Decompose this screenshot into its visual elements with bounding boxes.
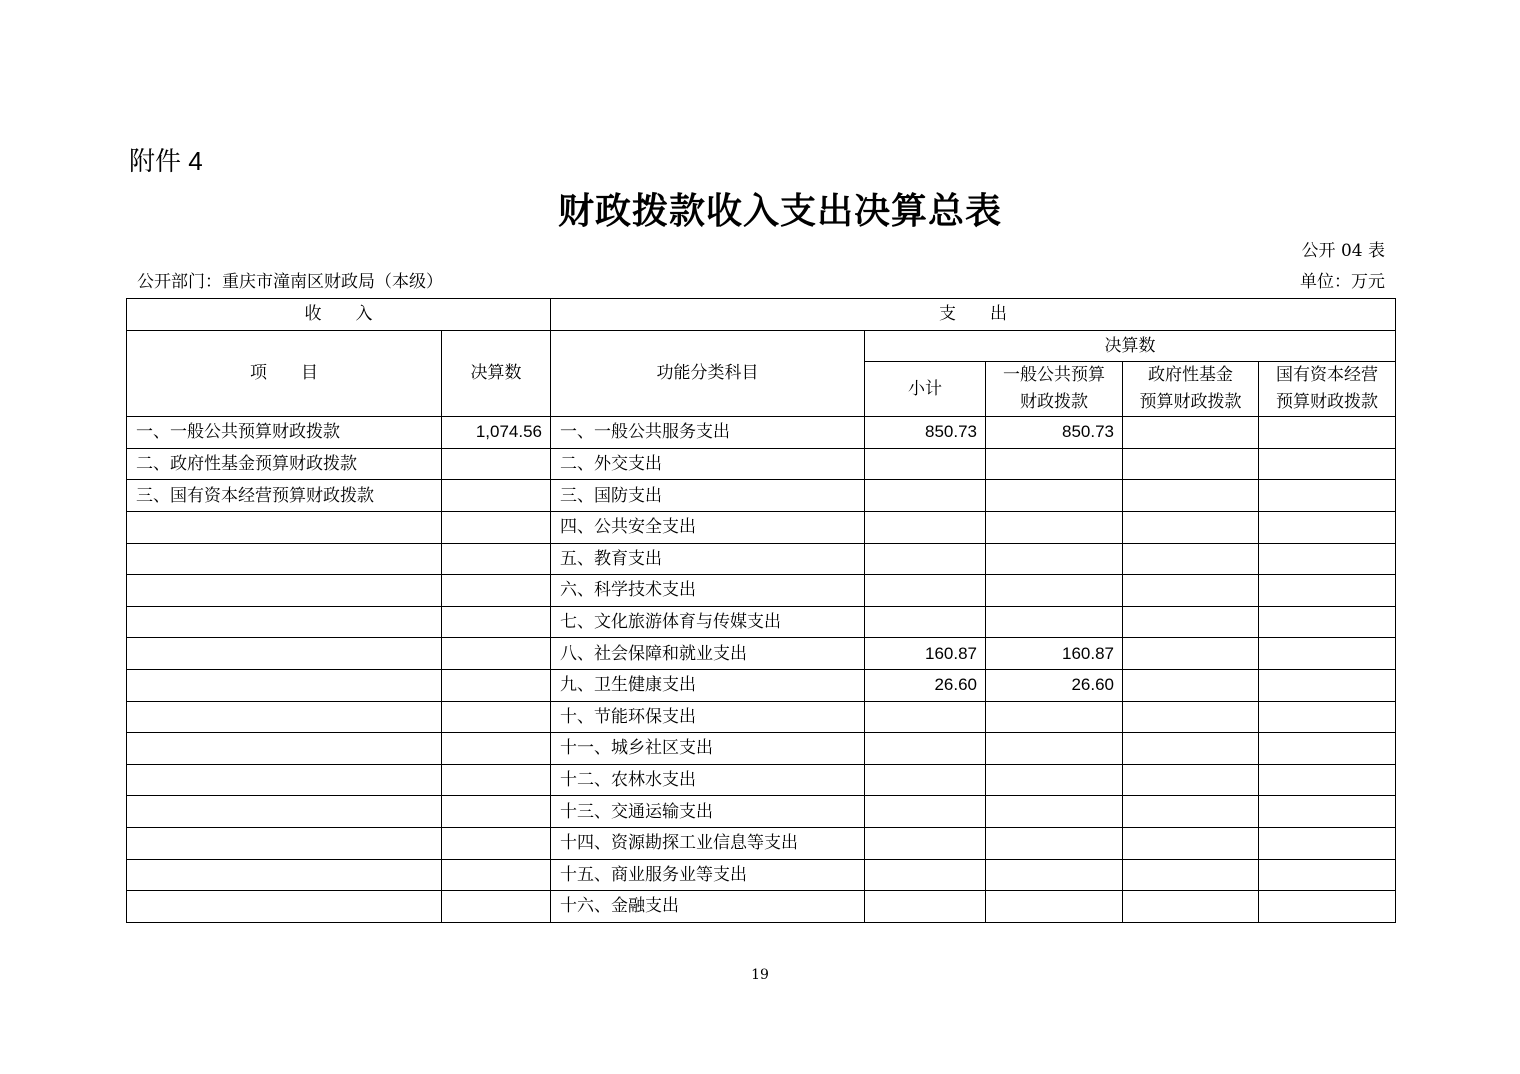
table-row — [127, 448, 1396, 480]
state-capital-cell — [1259, 827, 1396, 859]
subtotal-cell — [865, 448, 986, 480]
function-item-cell: 六、科学技术支出 — [551, 575, 865, 607]
form-code: 公开 04 表 — [1301, 241, 1385, 261]
table-row — [127, 669, 1396, 701]
column-header-amount: 决算数 — [442, 330, 551, 417]
gov-fund-cell — [1123, 606, 1259, 638]
subtotal-cell — [865, 859, 986, 891]
gov-fund-cell — [1123, 417, 1259, 449]
subtotal-cell — [865, 575, 986, 607]
subtotal-cell — [865, 543, 986, 575]
state-capital-cell — [1259, 638, 1396, 670]
gov-fund-cell — [1123, 796, 1259, 828]
general-budget-cell — [986, 891, 1123, 923]
subtotal-cell — [865, 701, 986, 733]
income-header: 收 入 — [127, 299, 551, 331]
state-capital-cell — [1259, 511, 1396, 543]
function-item-cell: 十六、金融支出 — [551, 891, 865, 923]
gov-fund-cell — [1123, 859, 1259, 891]
subtotal-cell — [865, 827, 986, 859]
state-capital-cell — [1259, 417, 1396, 449]
general-budget-cell: 160.87 — [986, 638, 1123, 670]
function-item-cell: 三、国防支出 — [551, 480, 865, 512]
table-row — [127, 701, 1396, 733]
function-item-cell: 十三、交通运输支出 — [551, 796, 865, 828]
gov-fund-line-1: 政府性基金 — [1148, 365, 1233, 386]
general-budget-line-2: 财政拨款 — [1020, 392, 1088, 413]
income-item-cell — [127, 859, 442, 891]
column-header-final: 决算数 — [865, 330, 1396, 362]
function-item-cell: 十、节能环保支出 — [551, 701, 865, 733]
function-item-cell: 十四、资源勘探工业信息等支出 — [551, 827, 865, 859]
state-capital-cell — [1259, 859, 1396, 891]
subtotal-cell — [865, 480, 986, 512]
function-item-cell: 四、公共安全支出 — [551, 511, 865, 543]
expense-header: 支 出 — [551, 299, 1396, 331]
subtotal-cell — [865, 796, 986, 828]
column-header-general-budget — [986, 362, 1123, 417]
table-row — [127, 859, 1396, 891]
income-item-cell — [127, 606, 442, 638]
income-item-cell — [127, 669, 442, 701]
general-budget-cell — [986, 796, 1123, 828]
income-item-cell — [127, 733, 442, 765]
general-budget-line-1: 一般公共预算 — [1003, 365, 1105, 386]
page-number: 19 — [751, 967, 769, 983]
department-label: 公开部门：重庆市潼南区财政局（本级） — [137, 272, 443, 292]
function-item-cell: 八、社会保障和就业支出 — [551, 638, 865, 670]
income-amount-cell — [442, 827, 551, 859]
gov-fund-cell — [1123, 701, 1259, 733]
function-item-cell: 十一、城乡社区支出 — [551, 733, 865, 765]
income-amount-cell: 1,074.56 — [442, 417, 551, 449]
fiscal-summary-table — [126, 298, 1396, 923]
gov-fund-cell — [1123, 733, 1259, 765]
state-capital-cell — [1259, 669, 1396, 701]
page-title: 财政拨款收入支出决算总表 — [557, 190, 1002, 232]
general-budget-cell — [986, 575, 1123, 607]
function-item-cell: 十五、商业服务业等支出 — [551, 859, 865, 891]
general-budget-cell — [986, 543, 1123, 575]
subtotal-cell — [865, 606, 986, 638]
income-item-cell — [127, 543, 442, 575]
general-budget-cell — [986, 701, 1123, 733]
income-amount-cell — [442, 575, 551, 607]
column-header-function: 功能分类科目 — [551, 330, 865, 417]
column-header-item: 项 目 — [127, 330, 442, 417]
income-item-cell — [127, 764, 442, 796]
function-item-cell: 一、一般公共服务支出 — [551, 417, 865, 449]
income-amount-cell — [442, 543, 551, 575]
column-header-gov-fund — [1123, 362, 1259, 417]
income-amount-cell — [442, 606, 551, 638]
income-item-cell: 三、国有资本经营预算财政拨款 — [127, 480, 442, 512]
table-row — [127, 606, 1396, 638]
attachment-label: 附件 4 — [129, 146, 203, 176]
column-header-state-capital — [1259, 362, 1396, 417]
state-capital-cell — [1259, 575, 1396, 607]
table-row — [127, 827, 1396, 859]
income-item-cell — [127, 511, 442, 543]
gov-fund-cell — [1123, 543, 1259, 575]
subtotal-cell — [865, 511, 986, 543]
income-amount-cell — [442, 733, 551, 765]
general-budget-cell: 850.73 — [986, 417, 1123, 449]
subtotal-cell: 850.73 — [865, 417, 986, 449]
subtotal-cell — [865, 764, 986, 796]
gov-fund-cell — [1123, 448, 1259, 480]
subtotal-cell — [865, 733, 986, 765]
gov-fund-cell — [1123, 638, 1259, 670]
income-amount-cell — [442, 859, 551, 891]
income-amount-cell — [442, 796, 551, 828]
header-row-top — [127, 299, 1396, 331]
gov-fund-cell — [1123, 764, 1259, 796]
income-amount-cell — [442, 448, 551, 480]
income-amount-cell — [442, 669, 551, 701]
table-row — [127, 417, 1396, 449]
gov-fund-cell — [1123, 480, 1259, 512]
function-item-cell: 二、外交支出 — [551, 448, 865, 480]
income-amount-cell — [442, 764, 551, 796]
income-item-cell — [127, 891, 442, 923]
general-budget-cell — [986, 764, 1123, 796]
table-row — [127, 480, 1396, 512]
table-row — [127, 891, 1396, 923]
income-amount-cell — [442, 638, 551, 670]
table-row — [127, 638, 1396, 670]
table-row — [127, 511, 1396, 543]
state-capital-cell — [1259, 701, 1396, 733]
header-row-middle — [127, 330, 1396, 362]
general-budget-cell — [986, 827, 1123, 859]
subtotal-cell — [865, 891, 986, 923]
state-capital-cell — [1259, 764, 1396, 796]
income-item-cell — [127, 575, 442, 607]
income-amount-cell — [442, 480, 551, 512]
general-budget-cell — [986, 448, 1123, 480]
function-item-cell: 五、教育支出 — [551, 543, 865, 575]
general-budget-cell — [986, 859, 1123, 891]
general-budget-cell — [986, 480, 1123, 512]
gov-fund-line-2: 预算财政拨款 — [1139, 392, 1242, 413]
general-budget-cell — [986, 733, 1123, 765]
function-item-cell: 十二、农林水支出 — [551, 764, 865, 796]
state-capital-cell — [1259, 733, 1396, 765]
function-item-cell: 七、文化旅游体育与传媒支出 — [551, 606, 865, 638]
income-item-cell: 二、政府性基金预算财政拨款 — [127, 448, 442, 480]
state-capital-cell — [1259, 480, 1396, 512]
income-item-cell: 一、一般公共预算财政拨款 — [127, 417, 442, 449]
gov-fund-cell — [1123, 669, 1259, 701]
table-row — [127, 543, 1396, 575]
state-capital-line-1: 国有资本经营 — [1276, 365, 1378, 386]
general-budget-cell — [986, 606, 1123, 638]
income-amount-cell — [442, 511, 551, 543]
state-capital-cell — [1259, 796, 1396, 828]
table-row — [127, 796, 1396, 828]
unit-label: 单位：万元 — [1300, 272, 1385, 292]
state-capital-cell — [1259, 606, 1396, 638]
state-capital-line-2: 预算财政拨款 — [1276, 392, 1378, 413]
table-row — [127, 733, 1396, 765]
general-budget-cell — [986, 511, 1123, 543]
state-capital-cell — [1259, 448, 1396, 480]
income-item-cell — [127, 701, 442, 733]
income-amount-cell — [442, 701, 551, 733]
income-item-cell — [127, 638, 442, 670]
income-item-cell — [127, 796, 442, 828]
state-capital-cell — [1259, 891, 1396, 923]
general-budget-cell: 26.60 — [986, 669, 1123, 701]
column-header-subtotal: 小计 — [865, 362, 986, 417]
table-row — [127, 575, 1396, 607]
function-item-cell: 九、卫生健康支出 — [551, 669, 865, 701]
gov-fund-cell — [1123, 891, 1259, 923]
subtotal-cell: 26.60 — [865, 669, 986, 701]
income-item-cell — [127, 827, 442, 859]
gov-fund-cell — [1123, 575, 1259, 607]
table-row — [127, 764, 1396, 796]
gov-fund-cell — [1123, 511, 1259, 543]
gov-fund-cell — [1123, 827, 1259, 859]
subtotal-cell: 160.87 — [865, 638, 986, 670]
state-capital-cell — [1259, 543, 1396, 575]
income-amount-cell — [442, 891, 551, 923]
